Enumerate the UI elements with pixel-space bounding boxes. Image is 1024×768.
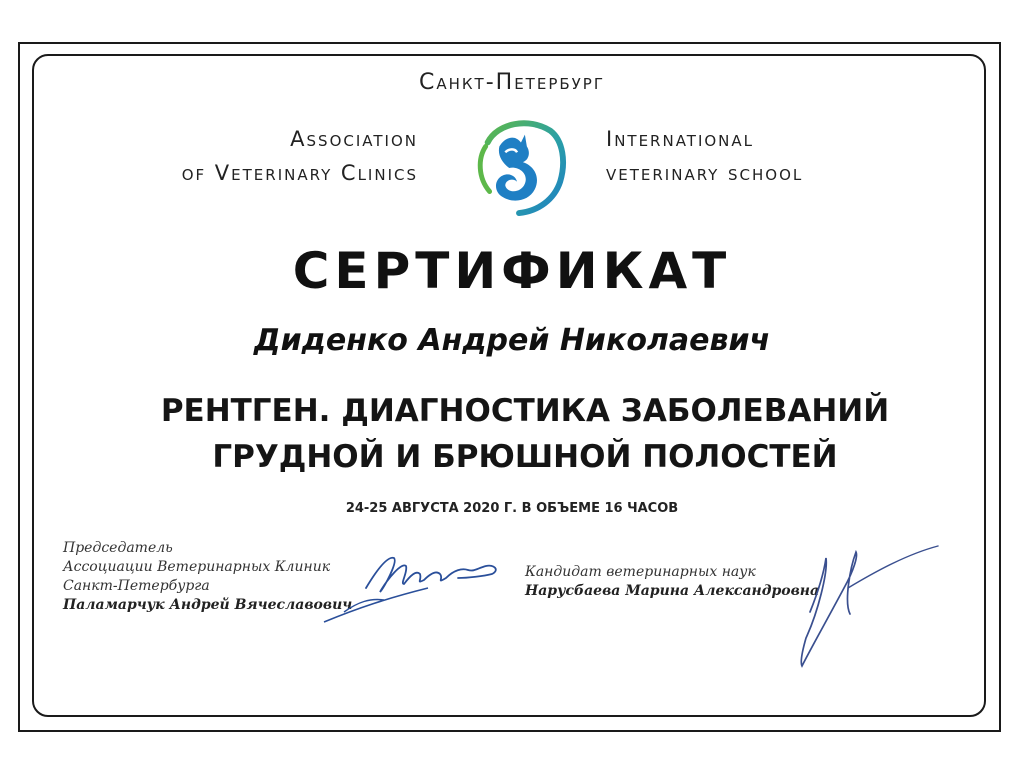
left-signatory-role-2: Ассоциации Ветеринарных Клиник — [63, 559, 331, 575]
right-signatory-name: Нарусбаева Марина Александровна — [525, 583, 820, 599]
left-signatory-block — [63, 539, 352, 615]
left-signatory-name: Паламарчук Андрей Вячеславович — [63, 597, 353, 613]
certificate-title: СЕРТИФИКАТ — [292, 242, 732, 300]
association-line-1: Association — [290, 127, 418, 151]
school-line-1: International — [606, 127, 755, 151]
association-name — [182, 122, 418, 190]
left-signatory-role-1: Председатель — [63, 540, 173, 556]
right-signatory-block — [525, 563, 819, 601]
left-signature — [318, 548, 508, 628]
right-signatory-role: Кандидат ветеринарных наук — [525, 564, 756, 580]
association-line-2: of Veterinary Clinics — [181, 161, 418, 185]
recipient-name: Диденко Андрей Николаевич — [253, 323, 771, 358]
right-signature — [788, 542, 948, 672]
course-dates: 24-25 АВГУСТА 2020 Г. В ОБЪЕМЕ 16 ЧАСОВ — [345, 501, 679, 516]
cat-logo-icon — [470, 112, 568, 222]
course-line-2: ГРУДНОЙ И БРЮШНОЙ ПОЛОСТЕЙ — [212, 439, 838, 475]
school-line-2: veterinary school — [606, 161, 804, 185]
city-heading: Санкт-Петербург — [419, 70, 605, 95]
course-title — [150, 388, 900, 480]
school-name — [606, 122, 803, 190]
course-line-1: РЕНТГЕН. ДИАГНОСТИКА ЗАБОЛЕВАНИЙ — [160, 393, 890, 429]
left-signatory-role-3: Санкт-Петербурга — [63, 578, 210, 594]
